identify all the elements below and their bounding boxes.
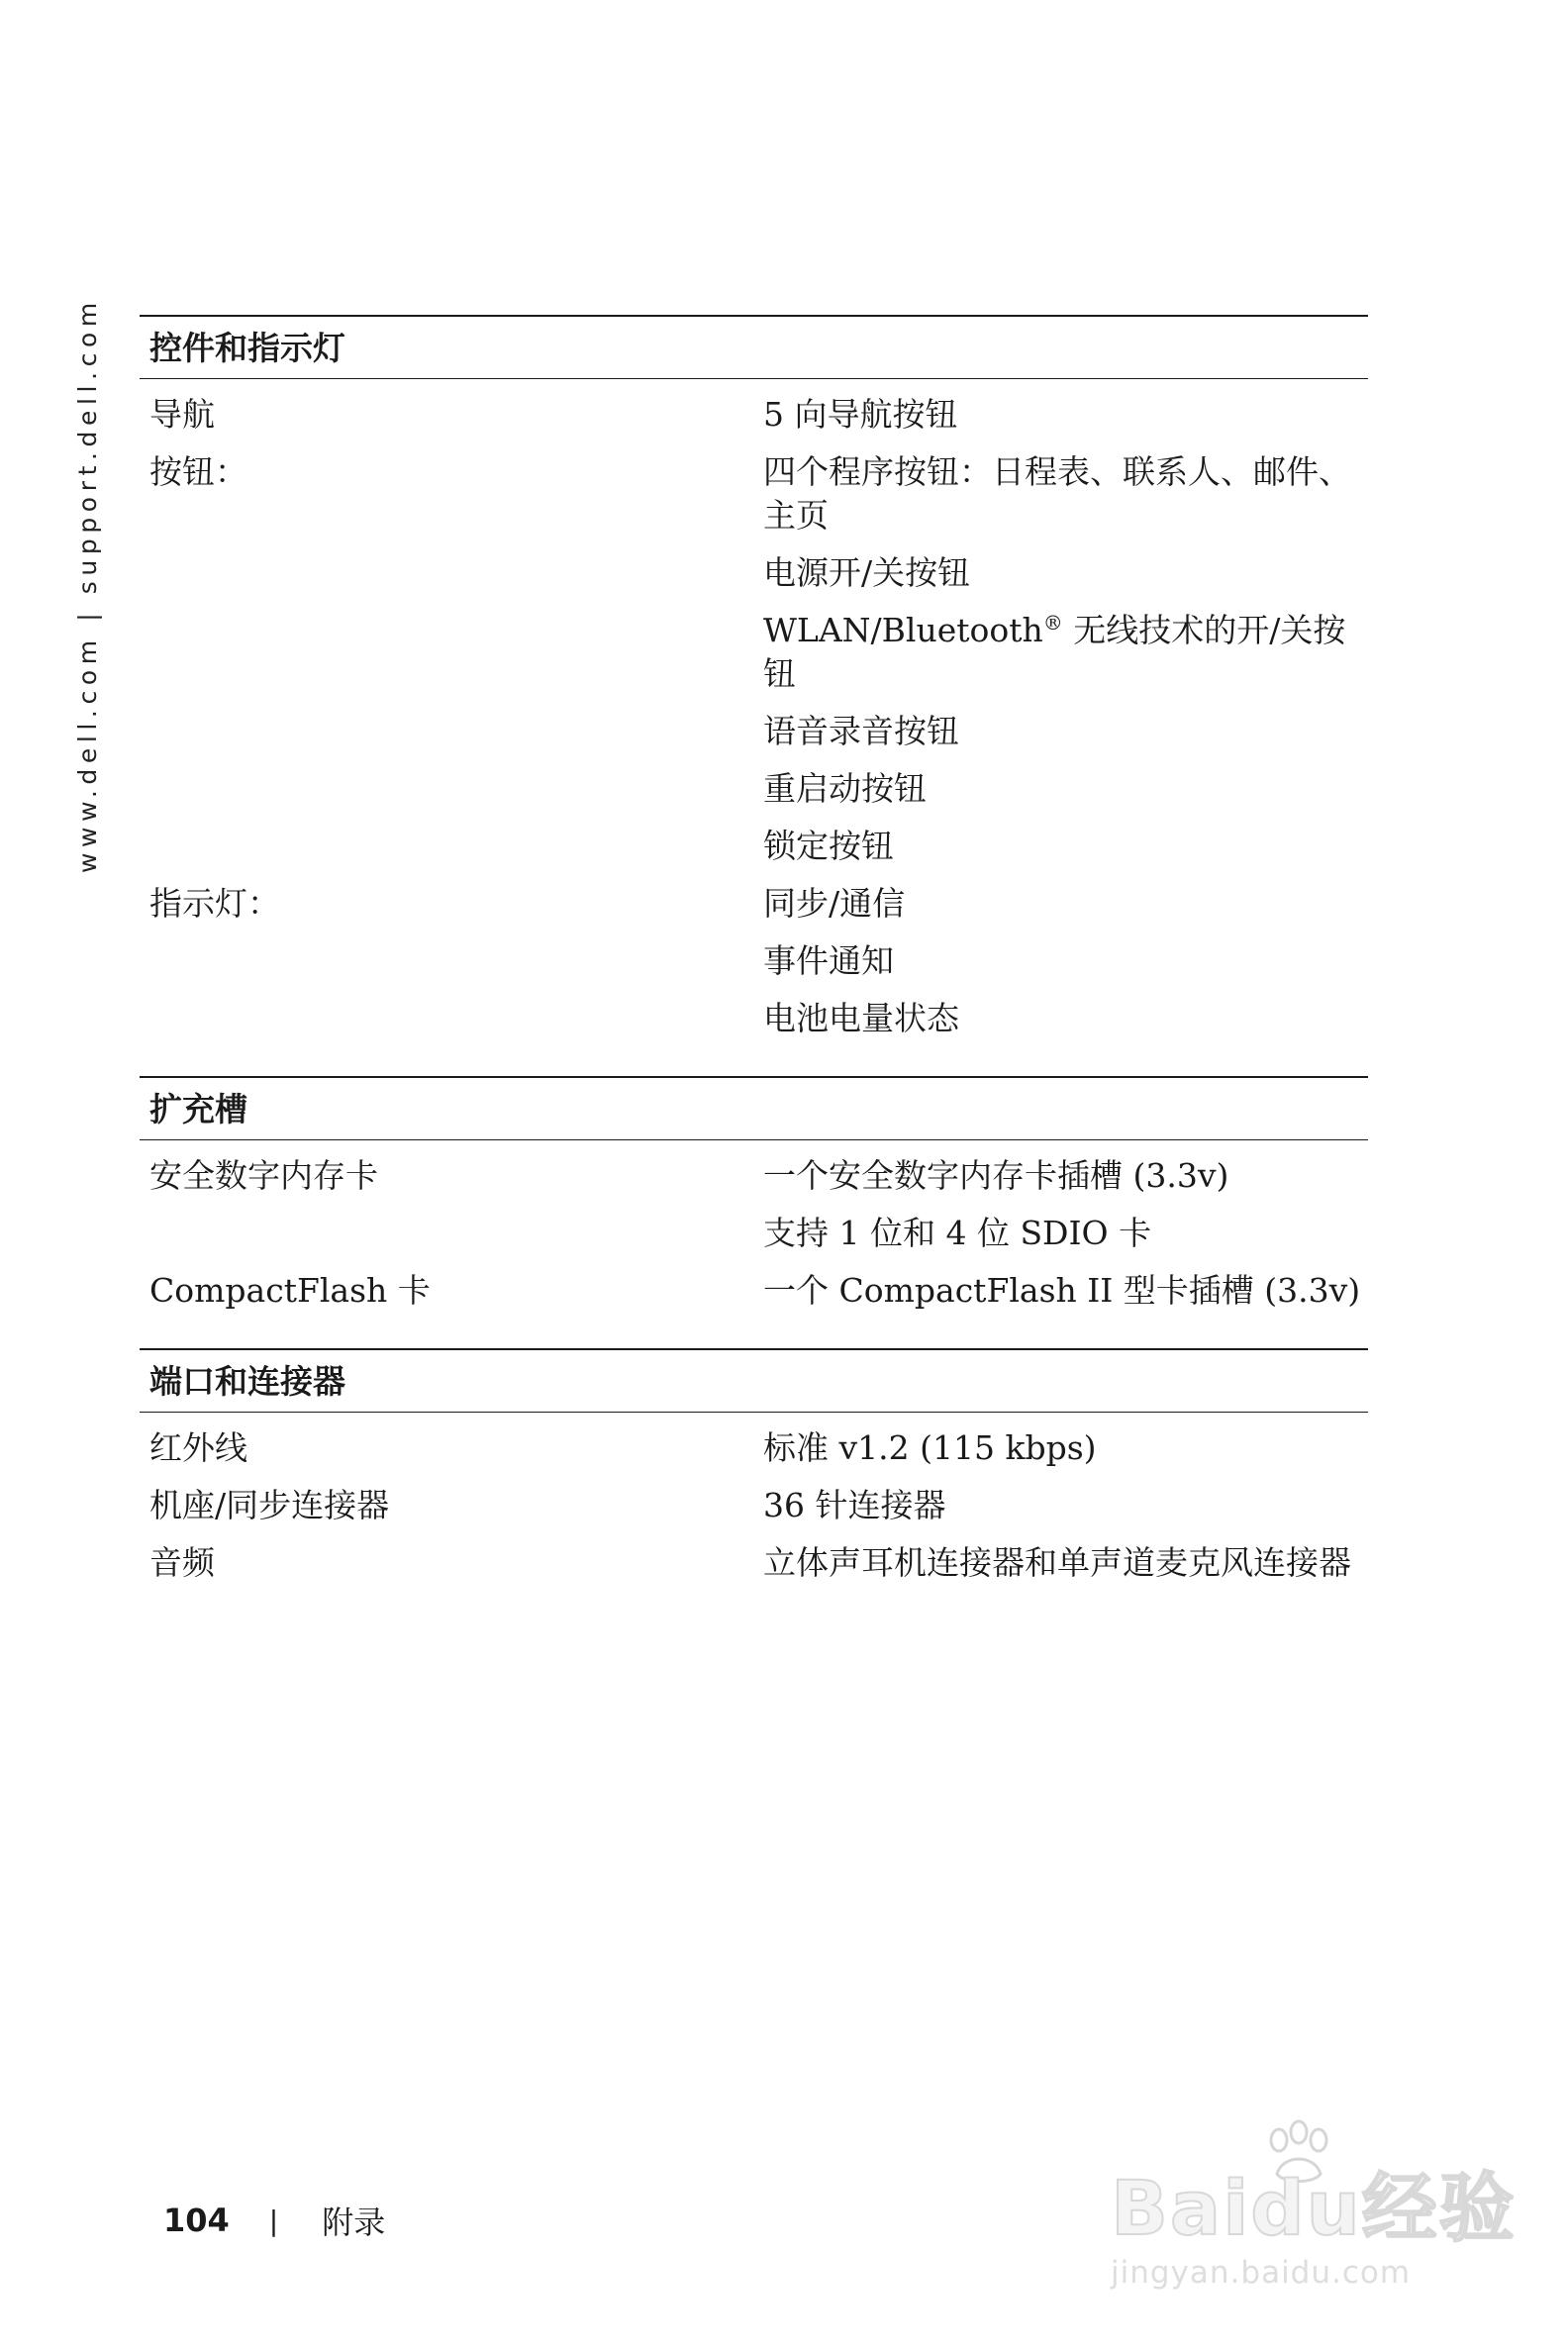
spec-label: 导航 <box>149 395 215 434</box>
spec-label: 机座/同步连接器 <box>149 1486 390 1524</box>
spec-label: 指示灯： <box>149 884 280 923</box>
spec-values <box>763 1527 1368 1585</box>
spec-value: 支持 1 位和 4 位 SDIO 卡 <box>763 1214 1152 1252</box>
page-footer <box>163 2198 385 2243</box>
spec-value: 一个安全数字内存卡插槽 (3.3v) <box>763 1156 1229 1195</box>
section-expansion-slots <box>140 1076 1368 1313</box>
footer-separator: | <box>268 2204 279 2237</box>
watermark-logo: Baidu经验 <box>1111 2164 1517 2252</box>
section-title: 控件和指示灯 <box>140 315 1368 379</box>
spec-row <box>140 1527 1368 1585</box>
side-url-text: www.dell.com | support.dell.com <box>73 297 102 873</box>
spec-value: 立体声耳机连接器和单声道麦克风连接器 <box>763 1543 1351 1582</box>
spec-label: 音频 <box>149 1543 215 1582</box>
spec-value: WLAN/Bluetooth® 无线技术的开/关按钮 <box>763 611 1346 693</box>
spec-row <box>140 1140 1368 1255</box>
watermark-url: jingyan.baidu.com <box>1111 2255 1412 2291</box>
spec-content <box>140 315 1368 1620</box>
baidu-watermark <box>1111 2128 1517 2306</box>
spec-row <box>140 1413 1368 1470</box>
page-number: 104 <box>163 2202 230 2239</box>
section-controls <box>140 315 1368 1040</box>
section-title: 扩充槽 <box>140 1076 1368 1140</box>
spec-value: 重启动按钮 <box>763 769 927 808</box>
spec-row <box>140 1470 1368 1527</box>
spec-values <box>763 868 1368 1040</box>
spec-value: 电池电量状态 <box>763 999 959 1037</box>
spec-value: 锁定按钮 <box>763 827 894 865</box>
spec-label: 安全数字内存卡 <box>149 1156 378 1195</box>
spec-value: 四个程序按钮：日程表、联系人、邮件、主页 <box>763 452 1351 535</box>
spec-row <box>140 1255 1368 1313</box>
spec-value: 电源开/关按钮 <box>763 553 971 592</box>
section-ports-connectors <box>140 1348 1368 1585</box>
spec-value: 标准 v1.2 (115 kbps) <box>763 1428 1097 1467</box>
spec-value: 一个 CompactFlash II 型卡插槽 (3.3v) <box>763 1271 1361 1310</box>
spec-value: 36 针连接器 <box>763 1486 946 1524</box>
spec-values <box>763 379 1368 437</box>
spec-values <box>763 1470 1368 1527</box>
spec-value: 事件通知 <box>763 941 894 980</box>
spec-row <box>140 868 1368 1040</box>
footer-section-name: 附录 <box>322 2204 386 2241</box>
spec-values <box>763 1255 1368 1313</box>
spec-row <box>140 437 1368 868</box>
spec-label: CompactFlash 卡 <box>149 1271 431 1310</box>
spec-values <box>763 1413 1368 1470</box>
spec-value: 同步/通信 <box>763 884 906 923</box>
spec-label: 红外线 <box>149 1428 247 1467</box>
spec-value: 5 向导航按钮 <box>763 395 958 434</box>
spec-values <box>763 437 1368 868</box>
section-title: 端口和连接器 <box>140 1348 1368 1413</box>
spec-values <box>763 1140 1368 1255</box>
spec-label: 按钮： <box>149 452 247 491</box>
spec-row <box>140 379 1368 437</box>
spec-value: 语音录音按钮 <box>763 712 959 750</box>
